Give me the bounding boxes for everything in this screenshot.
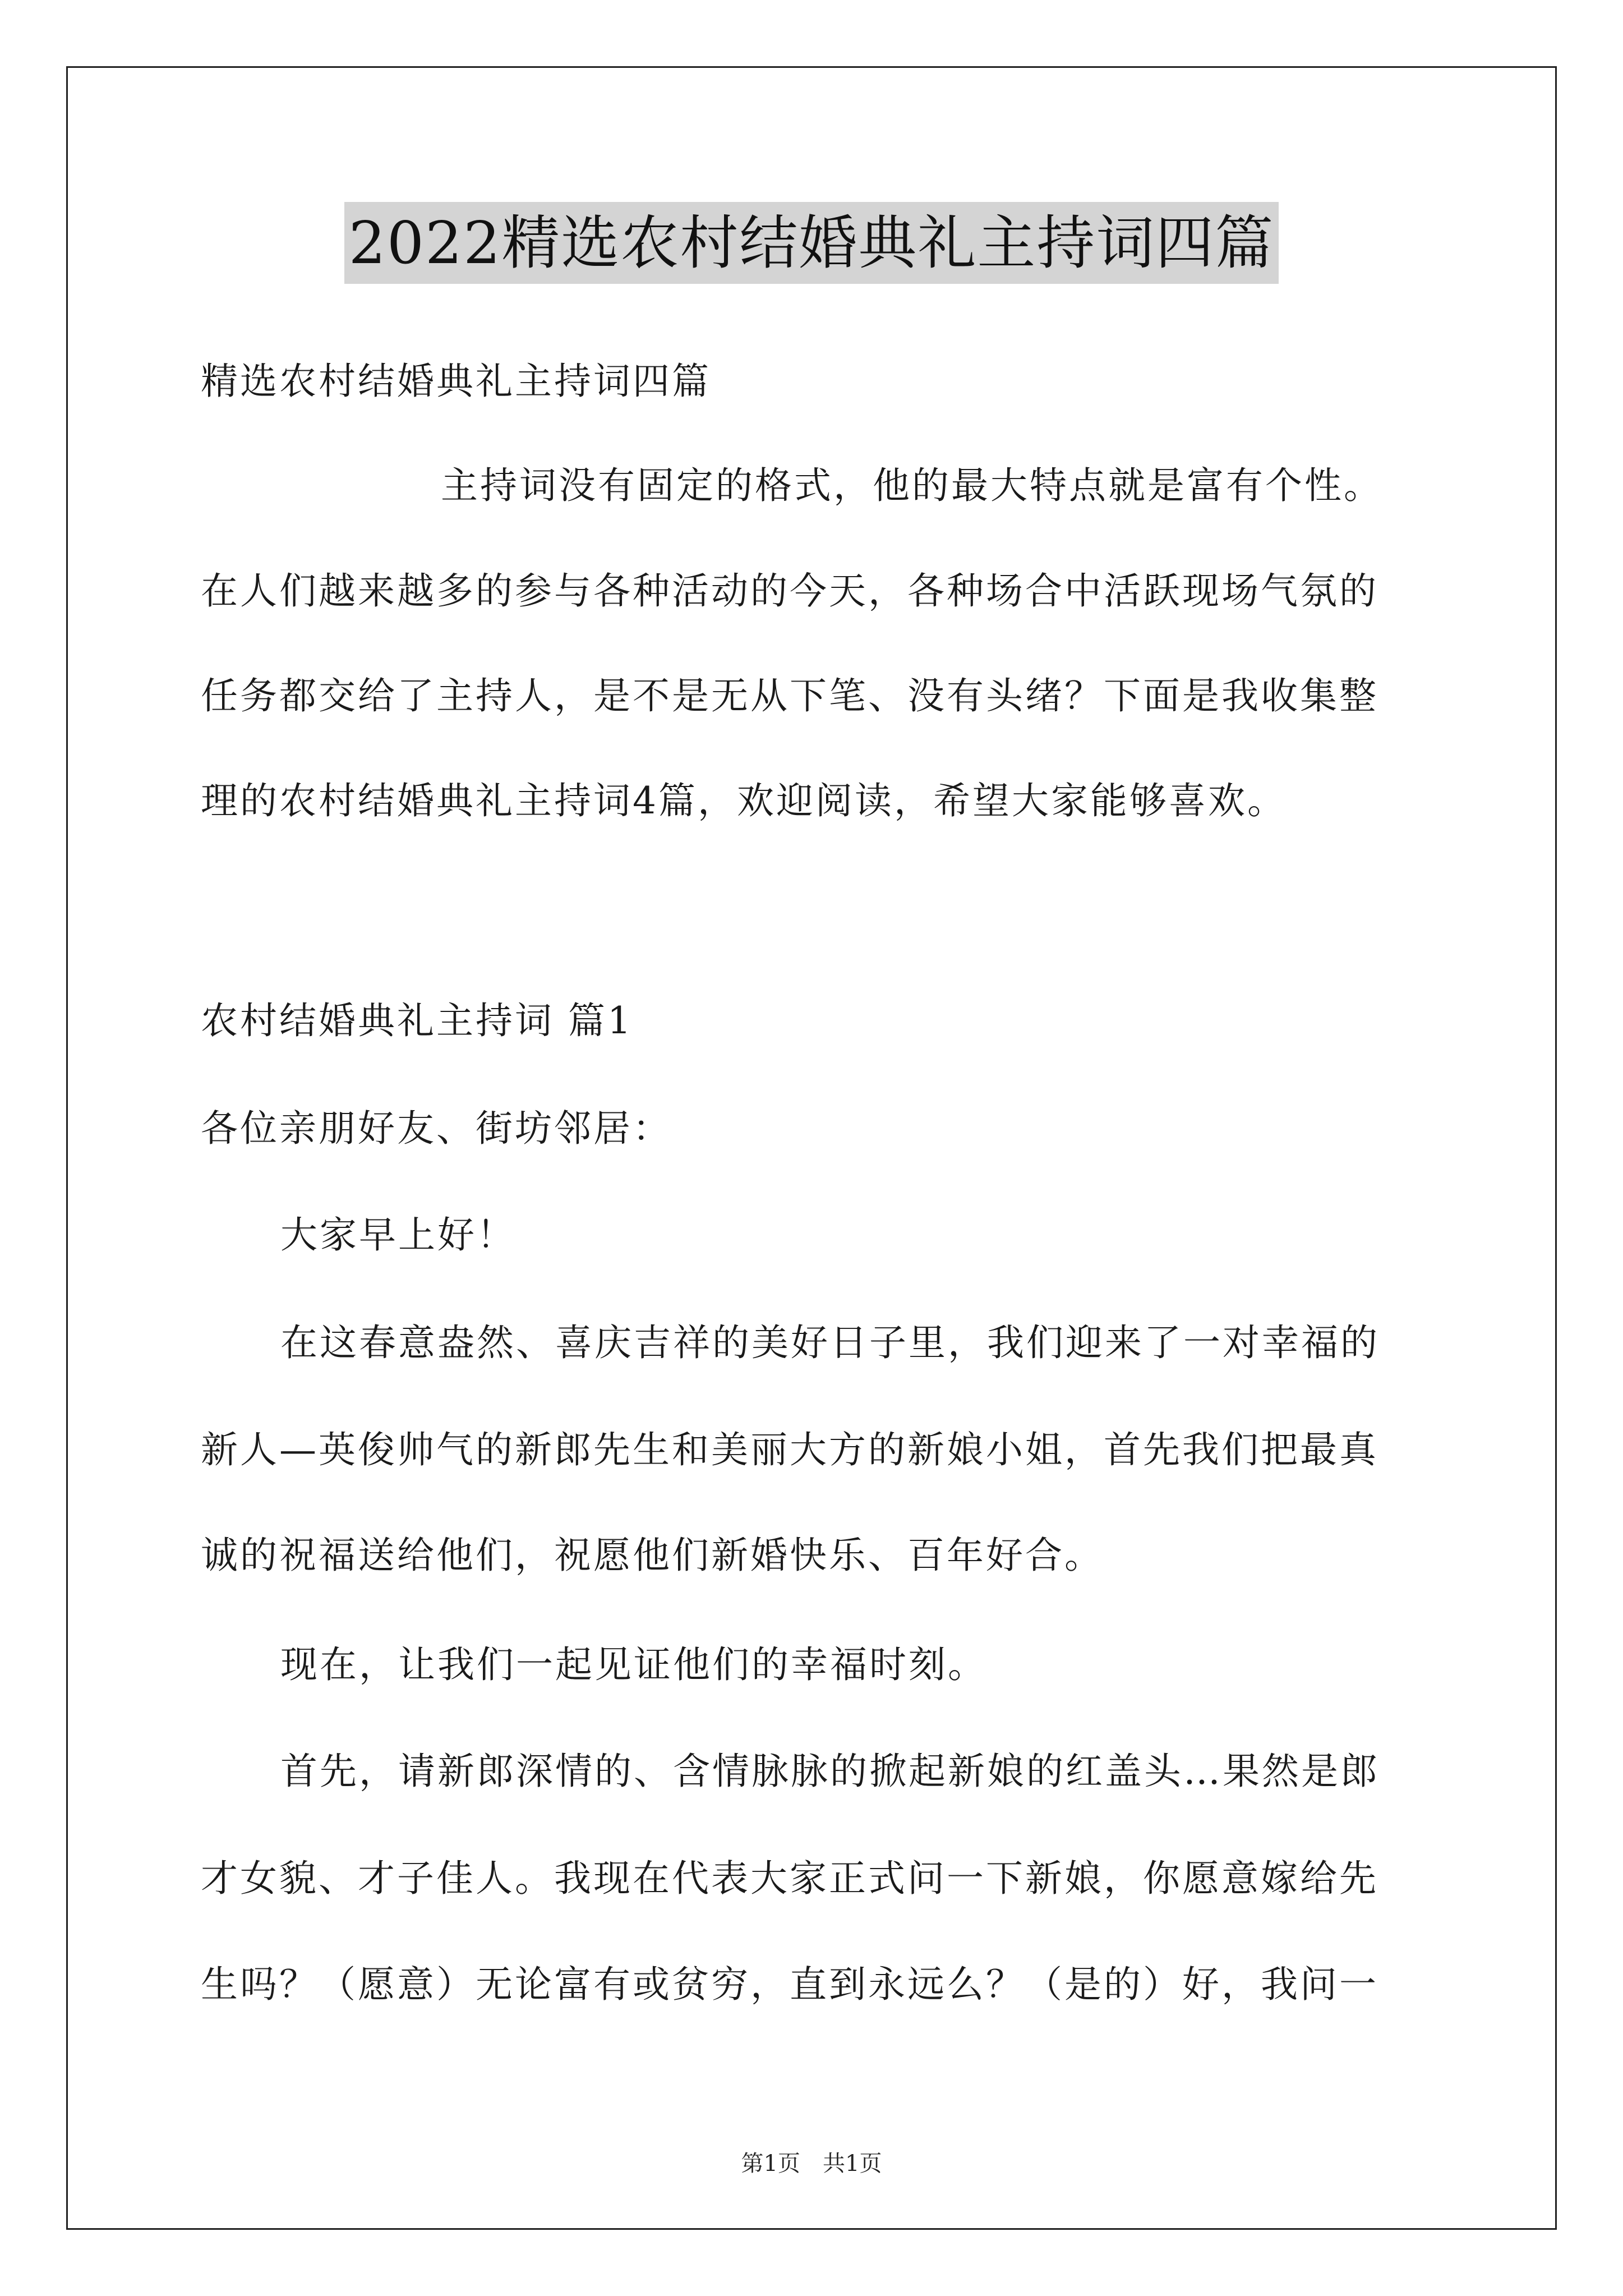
- page-footer: [0, 2150, 1623, 2178]
- body-paragraph-line: 现在，让我们一起见证他们的幸福时刻。: [280, 1643, 987, 1686]
- greeting-line: 大家早上好！: [280, 1213, 516, 1257]
- subtitle-line: 精选农村结婚典礼主持词四篇: [201, 360, 711, 403]
- body-paragraph-line: 才女貌、才子佳人。我现在代表大家正式问一下新娘，你愿意嫁给先: [201, 1857, 1378, 1900]
- title-container: [0, 202, 1623, 284]
- body-paragraph-line: 生吗？（愿意）无论富有或贫穷，直到永远么？（是的）好，我问一: [201, 1963, 1378, 2006]
- intro-paragraph-line: 任务都交给了主持人，是不是无从下笔、没有头绪？下面是我收集整: [201, 674, 1378, 717]
- body-paragraph-line: 在这春意盎然、喜庆吉祥的美好日子里，我们迎来了一对幸福的: [280, 1321, 1380, 1364]
- body-paragraph-line: 新人—英俊帅气的新郎先生和美丽大方的新娘小姐，首先我们把最真: [201, 1428, 1378, 1471]
- page-number: 第1页: [741, 2151, 800, 2177]
- intro-paragraph-line: 在人们越来越多的参与各种活动的今天，各种场合中活跃现场气氛的: [201, 569, 1378, 613]
- body-paragraph-line: 首先，请新郎深情的、含情脉脉的掀起新娘的红盖头…果然是郎: [280, 1750, 1380, 1793]
- section-heading: 农村结婚典礼主持词 篇1: [201, 999, 633, 1042]
- intro-paragraph-line: 主持词没有固定的格式，他的最大特点就是富有个性。: [441, 464, 1383, 507]
- body-paragraph-line: 诚的祝福送给他们，祝愿他们新婚快乐、百年好合。: [201, 1534, 1104, 1577]
- document-title: 2022精选农村结婚典礼主持词四篇: [344, 202, 1279, 284]
- salutation-line: 各位亲朋好友、街坊邻居：: [201, 1107, 672, 1150]
- intro-paragraph-line: 理的农村结婚典礼主持词4篇，欢迎阅读，希望大家能够喜欢。: [201, 779, 1287, 822]
- page-total: 共1页: [823, 2151, 882, 2177]
